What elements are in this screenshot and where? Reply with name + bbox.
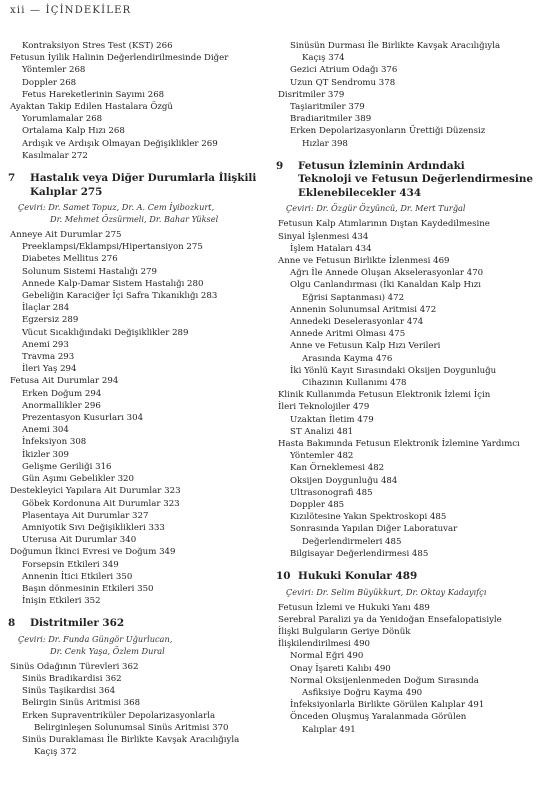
toc-subsection-entry: Solunum Sistemi Hastalığı 279 bbox=[22, 266, 157, 277]
toc-subsection-entry: Ağrı İle Annede Oluşan Akselerasyonlar 470 bbox=[290, 268, 484, 279]
chapter-title-line: Kalıplar 275 bbox=[30, 185, 103, 198]
toc-subsection-entry: Gebeliğin Karaciğer İçi Safra Tıkanıklığı 283 bbox=[22, 291, 218, 302]
toc-subsection-entry: Oksijen Doygunluğu 484 bbox=[290, 475, 398, 486]
toc-subsection-entry: Sinüs Duraklaması İle Birlikte Kavşak Aracılığıyla bbox=[22, 735, 240, 746]
toc-subsection-entry: Normal Oksijenlenmeden Doğum Sırasında bbox=[290, 675, 479, 686]
toc-section-entry: Destekleyici Yapılara Ait Durumlar 323 bbox=[10, 486, 181, 497]
toc-subsection-entry: Sinüs Bradikardisi 362 bbox=[22, 674, 122, 685]
chapter-number: 9 bbox=[276, 159, 284, 172]
toc-subsection-entry: Gün Aşımı Gebelikler 320 bbox=[22, 474, 134, 485]
toc-subsection-entry: Doppler 268 bbox=[22, 77, 77, 88]
toc-subsection-entry: Asfiksiye Doğru Kayma 490 bbox=[302, 687, 423, 698]
toc-subsection-entry: Ortalama Kalp Hızı 268 bbox=[22, 126, 125, 137]
toc-subsection-entry: Eğrisi Saptanması) 472 bbox=[302, 292, 405, 303]
toc-section-entry: İlişki Bulguların Geriye Dönük bbox=[278, 626, 411, 637]
translator-line: Çeviri: Dr. Samet Topuz, Dr. A. Cem İyibozkurt, bbox=[18, 202, 215, 213]
toc-subsection-entry: Değerlendirmeleri 485 bbox=[302, 536, 402, 547]
chapter-title-line: Eklenebilecekler 434 bbox=[298, 186, 422, 199]
toc-subsection-entry: Prezentasyon Kusurları 304 bbox=[22, 413, 144, 424]
chapter-heading bbox=[10, 617, 268, 631]
toc-subsection-entry: İkizler 309 bbox=[22, 449, 69, 460]
chapter-heading bbox=[278, 570, 540, 584]
translator-line: Çeviri: Dr. Özgür Özyüncü, Dr. Mert Turğal bbox=[286, 203, 466, 214]
toc-section-entry: Sinyal İşlenmesi 434 bbox=[278, 231, 369, 242]
toc-subsection-entry: Taşiaritmiler 379 bbox=[290, 102, 365, 113]
toc-subsection-entry: Anne ve Fetusun Kalp Hızı Verileri bbox=[290, 341, 441, 352]
toc-subsection-entry: Doppler 485 bbox=[290, 500, 345, 510]
translator-line: Çeviri: Dr. Selim Büyükkurt, Dr. Oktay Kadayıfçı bbox=[286, 586, 487, 597]
toc-subsection-entry: ST Analizi 481 bbox=[290, 426, 354, 437]
toc-subsection-entry: Kaçış 374 bbox=[302, 53, 345, 64]
toc-section-entry: Yöntemler 482 bbox=[290, 451, 354, 462]
toc-subsection-entry: İnfeksiyon 308 bbox=[22, 437, 87, 448]
toc-subsection-entry: Hızlar 398 bbox=[302, 138, 348, 149]
toc-subsection-entry: Göbek Kordonuna Ait Durumlar 323 bbox=[22, 498, 180, 509]
toc-subsection-entry: İşlem Hataları 434 bbox=[290, 243, 372, 254]
toc-section-entry: Anneye Ait Durumlar 275 bbox=[10, 230, 122, 241]
chapter-heading bbox=[10, 172, 268, 199]
toc-subsection-entry: Kasılmalar 272 bbox=[22, 150, 88, 161]
toc-subsection-entry: İki Yönlü Kayıt Sırasındaki Oksijen Doygunluğu bbox=[290, 365, 497, 376]
toc-subsection-entry: İnişin Etkileri 352 bbox=[22, 596, 101, 607]
chapter-translators bbox=[278, 586, 540, 598]
toc-subsection-entry: Olgu Canlandırması (İki Kanaldan Kalp Hızı bbox=[290, 280, 482, 291]
chapter-translators bbox=[10, 633, 268, 657]
toc-subsection-entry: Erken Supraventriküler Depolarizasyonlarla bbox=[22, 710, 216, 721]
toc-section-entry: Doğumun İkinci Evresi ve Doğum 349 bbox=[10, 547, 176, 558]
toc-subsection-entry: Egzersiz 289 bbox=[22, 315, 79, 326]
toc-subsection-entry: Arasında Kayma 476 bbox=[302, 353, 393, 364]
toc-subsection-entry: Forsepsin Etkileri 349 bbox=[22, 559, 119, 570]
chapter-heading bbox=[278, 160, 540, 201]
toc-subsection-entry: Belirgin Sinüs Aritmisi 368 bbox=[22, 698, 141, 709]
toc-subsection-entry: Kan Örneklemesi 482 bbox=[290, 463, 385, 474]
toc-section-entry: Disritmiler 379 bbox=[278, 89, 345, 100]
toc-section-entry: Ayaktan Takip Edilen Hastalara Özgü bbox=[10, 102, 173, 113]
toc-subsection-entry: Vücut Sıcaklığındaki Değişiklikler 289 bbox=[22, 327, 189, 338]
translator-line: Çeviri: Dr. Funda Güngör Uğurlucan, bbox=[18, 633, 173, 644]
chapter-number: 7 bbox=[8, 172, 16, 185]
toc-subsection-entry: Plasentaya Ait Durumlar 327 bbox=[22, 510, 149, 521]
toc-subsection-entry: Anormallikler 296 bbox=[22, 400, 101, 411]
toc-subsection-entry: Anemi 293 bbox=[22, 339, 69, 350]
toc-section-entry: Sinüs Odağının Türevleri 362 bbox=[10, 661, 139, 672]
toc-subsection-entry: Başın dönmesinin Etkileri 350 bbox=[22, 583, 154, 594]
chapter-translators bbox=[10, 201, 268, 225]
toc-left-column bbox=[10, 40, 268, 758]
toc-section-entry: Serebral Paralizi ya da Yenidoğan Ensefalopatisiyle bbox=[278, 614, 502, 625]
toc-subsection-entry: Sinüs Taşikardisi 364 bbox=[22, 686, 116, 697]
toc-subsection-entry: Sonrasında Yapılan Diğer Laboratuvar bbox=[290, 524, 458, 535]
translator-line: Dr. Cenk Yaşa, Özlem Dural bbox=[50, 645, 165, 656]
toc-subsection-entry: Onay İşareti Kalıbı 490 bbox=[290, 663, 391, 674]
toc-subsection-entry: Ardışık ve Ardışık Olmayan Değişiklikler 269 bbox=[22, 138, 218, 149]
toc-subsection-entry: Uzun QT Sendromu 378 bbox=[290, 77, 396, 88]
toc-section-entry: İleri Teknolojiler 479 bbox=[278, 402, 370, 413]
toc-section-entry: Yorumlamalar 268 bbox=[22, 114, 103, 125]
chapter-number: 10 bbox=[276, 570, 291, 583]
toc-subsection-entry: Diabetes Mellitus 276 bbox=[22, 254, 118, 265]
chapter-title-line: Hukuki Konular 489 bbox=[298, 570, 418, 583]
toc-subsection-entry: Annenin Solunumsal Aritmisi 472 bbox=[290, 304, 437, 315]
toc-section-entry: Fetusa Ait Durumlar 294 bbox=[10, 376, 119, 387]
page-header: xii — İÇİNDEKİLER bbox=[10, 5, 132, 16]
toc-section-entry: Fetusun İzlemi ve Hukuki Yanı 489 bbox=[278, 602, 430, 613]
chapter-title-line: Fetusun İzleminin Ardındaki bbox=[298, 159, 465, 172]
toc-subsection-entry: Kaçış 372 bbox=[34, 747, 77, 758]
toc-section-entry: Hasta Bakımında Fetusun Elektronik İzlemine Yardımcı bbox=[278, 438, 520, 449]
toc-subsection-entry: Kızılötesine Yakın Spektroskopi 485 bbox=[290, 512, 447, 523]
toc-section-entry: Fetusun İyilik Halinin Değerlendirilmesinde Diğer bbox=[10, 53, 229, 64]
toc-subsection-entry: Sinüsün Durması İle Birlikte Kavşak Aracılığıyla bbox=[290, 41, 501, 51]
toc-subsection-entry: İlaçlar 284 bbox=[22, 303, 70, 314]
toc-section-entry: Anne ve Fetusun Birlikte İzlenmesi 469 bbox=[278, 255, 450, 266]
toc-subsection-entry: Cihazının Kullanımı 478 bbox=[302, 377, 407, 388]
toc-right-column bbox=[278, 40, 540, 736]
chapter-translators bbox=[278, 202, 540, 214]
toc-subsection-entry: Normal Eğri 490 bbox=[290, 651, 364, 662]
toc-subsection-entry: Belirginleşen Solunumsal Sinüs Aritmisi 370 bbox=[34, 722, 229, 733]
toc-section-entry: İlişkilendirilmesi 490 bbox=[278, 639, 371, 650]
toc-subsection-entry: Ultrasonografi 485 bbox=[290, 487, 373, 498]
toc-subsection-entry: Bilgisayar Değerlendirmesi 485 bbox=[290, 548, 429, 559]
toc-subsection-entry: Erken Doğum 294 bbox=[22, 388, 102, 399]
toc-subsection-entry: Annede Kalp-Damar Sistem Hastalığı 280 bbox=[22, 278, 204, 289]
chapter-title-line: Teknoloji ve Fetusun Değerlendirmesine bbox=[298, 173, 533, 186]
toc-subsection-entry: Anemi 304 bbox=[22, 425, 69, 436]
toc-subsection-entry: Gezici Atrium Odağı 376 bbox=[290, 65, 398, 76]
toc-subsection-entry: Uterusa Ait Durumlar 340 bbox=[22, 535, 137, 546]
toc-section-entry: Yöntemler 268 bbox=[22, 65, 86, 76]
toc-subsection-entry: Erken Depolarizasyonların Ürettiği Düzensiz bbox=[290, 126, 486, 137]
toc-subsection-entry: Annedeki Deselerasyonlar 474 bbox=[290, 316, 424, 327]
chapter-title-line: Distritmiler 362 bbox=[30, 617, 125, 630]
chapter-number: 8 bbox=[8, 617, 16, 630]
toc-subsection-entry: Kalıplar 491 bbox=[302, 724, 356, 735]
toc-subsection-entry: İleri Yaş 294 bbox=[22, 364, 77, 375]
toc-subsection-entry: Önceden Oluşmuş Yaralanmada Görülen bbox=[290, 712, 467, 723]
toc-section-entry: Fetusun Kalp Atımlarının Dıştan Kaydedilmesine bbox=[278, 219, 490, 230]
translator-line: Dr. Mehmet Özsürmeli, Dr. Bahar Yüksel bbox=[50, 214, 219, 225]
toc-subsection-entry: Annede Aritmi Olması 475 bbox=[290, 329, 406, 340]
toc-subsection-entry: Travma 293 bbox=[22, 352, 75, 363]
toc-subsection-entry: İnfeksiyonlarla Birlikte Görülen Kalıplar 491 bbox=[290, 700, 485, 711]
toc-subsection-entry: Fetus Hareketlerinin Sayımı 268 bbox=[22, 89, 165, 100]
toc-subsection-entry: Kontraksiyon Stres Test (KST) 266 bbox=[22, 41, 173, 51]
toc-subsection-entry: Preeklampsi/Eklampsi/Hipertansiyon 275 bbox=[22, 242, 203, 253]
toc-subsection-entry: Amniyotik Sıvı Değişiklikleri 333 bbox=[22, 522, 165, 533]
toc-subsection-entry: Uzaktan İletim 479 bbox=[290, 414, 374, 425]
toc-subsection-entry: Gelişme Geriliği 316 bbox=[22, 461, 112, 472]
toc-subsection-entry: Annenin İtici Etkileri 350 bbox=[22, 571, 133, 582]
toc-subsection-entry: Bradiaritmiler 389 bbox=[290, 114, 372, 125]
chapter-title-line: Hastalık veya Diğer Durumlarla İlişkili bbox=[30, 172, 257, 185]
toc-section-entry: Klinik Kullanımda Fetusun Elektronik İzlemi İçin bbox=[278, 390, 491, 401]
